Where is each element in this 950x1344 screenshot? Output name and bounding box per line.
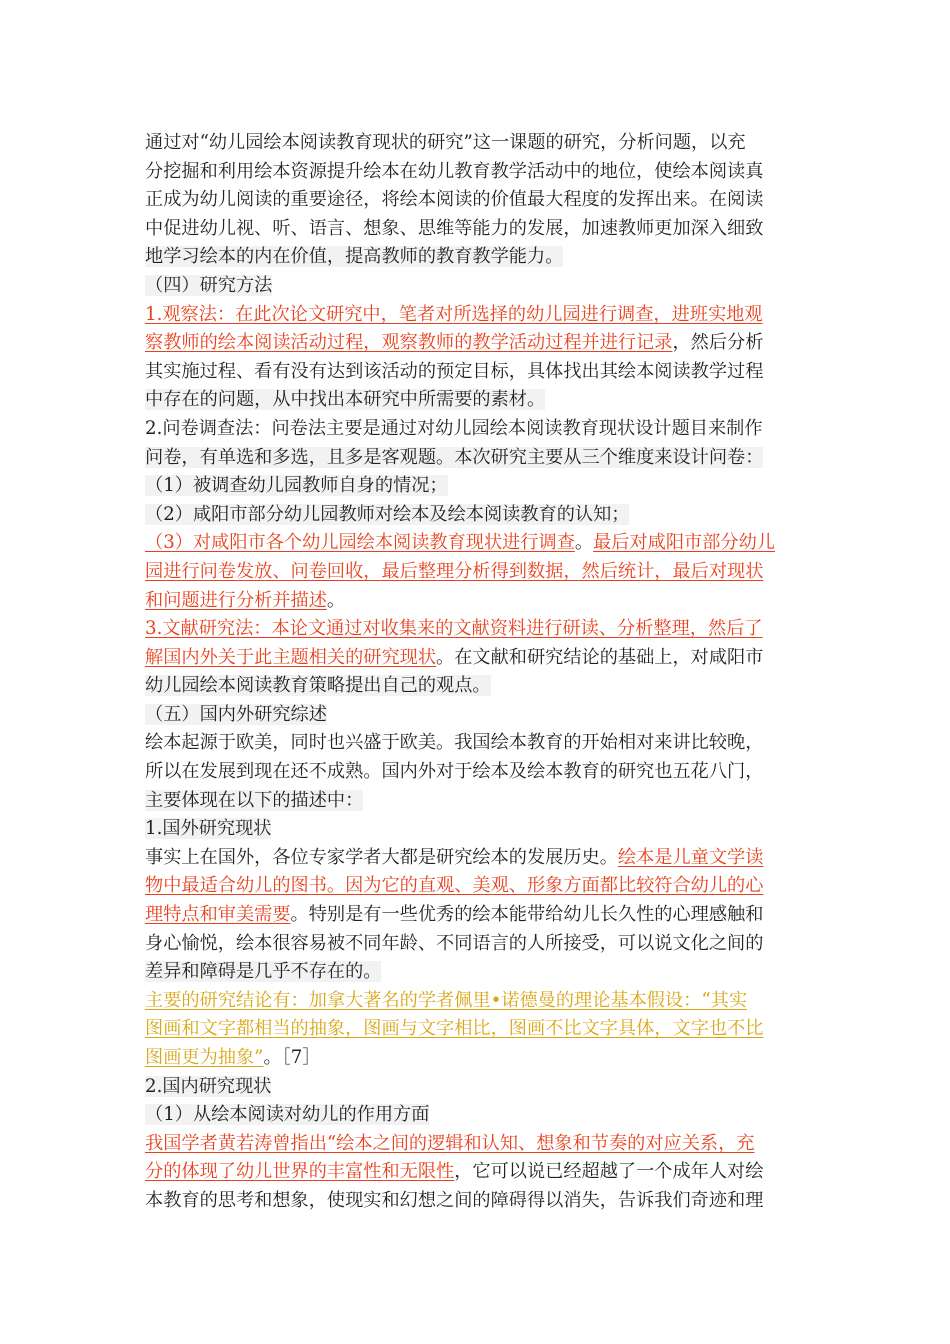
text-segment: 主要体现在以下的描述中： [145,789,364,811]
text-line [145,815,810,844]
text-segment: 正成为幼儿阅读的重要途径，将绘本阅读的价值最大程度的发挥出来。在阅读 [145,189,764,211]
text-line [145,1187,810,1216]
annotated-text-red: 分的体现了幼儿世界的丰富性和无限性 [145,1161,455,1183]
annotated-text-red: 3.文献研究法：本论文通过对收集来的文献资料进行研读、分析整理，然后了 [145,618,763,640]
text-segment: 通过对“幼儿园绘本阅读教育现状的研究”这一课题的研究，分析问题，以充 [145,132,746,153]
text-segment: ，它可以说已经超越了一个成年人对绘 [454,1161,764,1183]
text-segment: 其实施过程、看有没有达到该活动的预定目标，具体找出其绘本阅读教学过程 [145,360,764,382]
text-line [145,386,810,415]
text-line [145,329,810,358]
text-line [145,1130,810,1159]
text-line [145,1044,810,1073]
text-line [145,272,810,301]
annotated-text-red: 和问题进行分析并描述 [145,589,327,611]
annotated-text-orange: 主要的研究结论有：加拿大著名的学者佩里•诺德曼的理论基本假设：“其实 [145,989,748,1011]
annotated-text-red: 最后对咸阳市部分幼儿 [593,532,775,554]
text-line [145,729,810,758]
text-segment: ，然后分析 [672,332,764,354]
text-line [145,158,810,187]
annotated-text-red: 绘本是儿童文学读 [617,846,764,868]
text-line [145,243,810,272]
text-segment: 问卷，有单选和多选，且多是客观题。本次研究主要从三个维度来设计问卷： [145,446,764,468]
annotated-text-red: 1.观察法：在此次论文研究中，笔者对所选择的幼儿园进行调查，进班实地观 [145,303,763,325]
text-line [145,1073,810,1102]
annotated-text-red: 物中最适合幼儿的图书。因为它的直观、美观、形象方面都比较符合幼儿的心 [145,875,764,897]
text-segment: 。 [574,532,594,554]
text-line [145,872,810,901]
text-segment: 地学习绘本的内在价值，提高教师的教育教学能力。 [145,246,564,268]
text-segment: 身心愉悦，绘本很容易被不同年龄、不同语言的人所接受，可以说文化之间的 [145,932,764,954]
text-line [145,529,810,558]
text-segment: 分挖掘和利用绘本资源提升绘本在幼儿教育教学活动中的地位，使绘本阅读真 [145,160,764,182]
text-line [145,930,810,959]
text-segment: 本教育的思考和想象，使现实和幻想之间的障碍得以消失，告诉我们奇迹和理 [145,1189,764,1211]
text-segment: 。 [326,589,346,611]
text-line [145,186,810,215]
text-line [145,415,810,444]
text-segment: （四）研究方法 [145,274,273,296]
text-line [145,1158,810,1187]
text-segment: 2.国内研究现状 [145,1075,272,1097]
text-line [145,501,810,530]
text-line [145,472,810,501]
text-segment: 中存在的问题，从中找出本研究中所需要的素材。 [145,389,546,411]
text-line [145,129,810,158]
annotated-text-red: 理特点和审美需要 [145,904,291,926]
text-segment: 幼儿园绘本阅读教育策略提出自己的观点。 [145,675,491,697]
text-segment: 。［7］ [263,1047,321,1068]
text-line [145,958,810,987]
text-line [145,615,810,644]
text-segment: （1）从绘本阅读对幼儿的作用方面 [145,1104,430,1126]
text-segment: （五）国内外研究综述 [145,703,327,725]
text-line [145,672,810,701]
text-segment: 事实上在国外，各位专家学者大都是研究绘本的发展历史。 [145,846,618,868]
document-body [145,129,810,1216]
text-line [145,301,810,330]
text-segment: 。在文献和研究结论的基础上，对咸阳市 [436,646,764,668]
text-line [145,758,810,787]
annotated-text-red: 解国内外关于此主题相关的研究现状 [145,646,437,668]
annotated-text-orange: 图画和文字都相当的抽象，图画与文字相比，图画不比文字具体，文字也不比 [145,1018,764,1040]
text-line [145,987,810,1016]
text-segment: （2）咸阳市部分幼儿园教师对绘本及绘本阅读教育的认知； [145,503,630,525]
text-segment: 所以在发展到现在还不成熟。国内外对于绘本及绘本教育的研究也五花八门， [145,761,764,783]
text-segment: 差异和障碍是几乎不存在的。 [145,961,382,983]
text-segment: 。特别是有一些优秀的绘本能带给幼儿长久性的心理感触和 [290,904,764,926]
text-line [145,558,810,587]
text-line [145,844,810,873]
annotated-text-red: 我国学者黄若涛曾指出“绘本之间的逻辑和认知、想象和节奏的对应关系，充 [145,1132,755,1154]
text-line [145,444,810,473]
annotated-text-red: 察教师的绘本阅读活动过程，观察教师的教学活动过程并进行记录 [145,332,673,354]
text-line [145,1101,810,1130]
text-segment: 2.问卷调查法：问卷法主要是通过对幼儿园绘本阅读教育现状设计题目来制作 [145,417,763,439]
text-line [145,901,810,930]
text-line [145,358,810,387]
text-line [145,587,810,616]
text-segment: （1）被调查幼儿园教师自身的情况； [145,475,448,497]
text-line [145,215,810,244]
text-segment: 1.国外研究现状 [145,818,272,840]
text-segment: 绘本起源于欧美，同时也兴盛于欧美。我国绘本教育的开始相对来讲比较晚， [145,732,764,754]
annotated-text-red: 园进行问卷发放、问卷回收，最后整理分析得到数据，然后统计，最后对现状 [145,560,764,582]
text-line [145,644,810,673]
text-line [145,701,810,730]
annotated-text-orange: 图画更为抽象” [145,1047,264,1068]
text-line [145,1015,810,1044]
text-segment: 中促进幼儿视、听、语言、想象、思维等能力的发展，加速教师更加深入细致 [145,217,764,239]
annotated-text-red: （3）对咸阳市各个幼儿园绘本阅读教育现状进行调查 [145,532,575,554]
text-line [145,787,810,816]
